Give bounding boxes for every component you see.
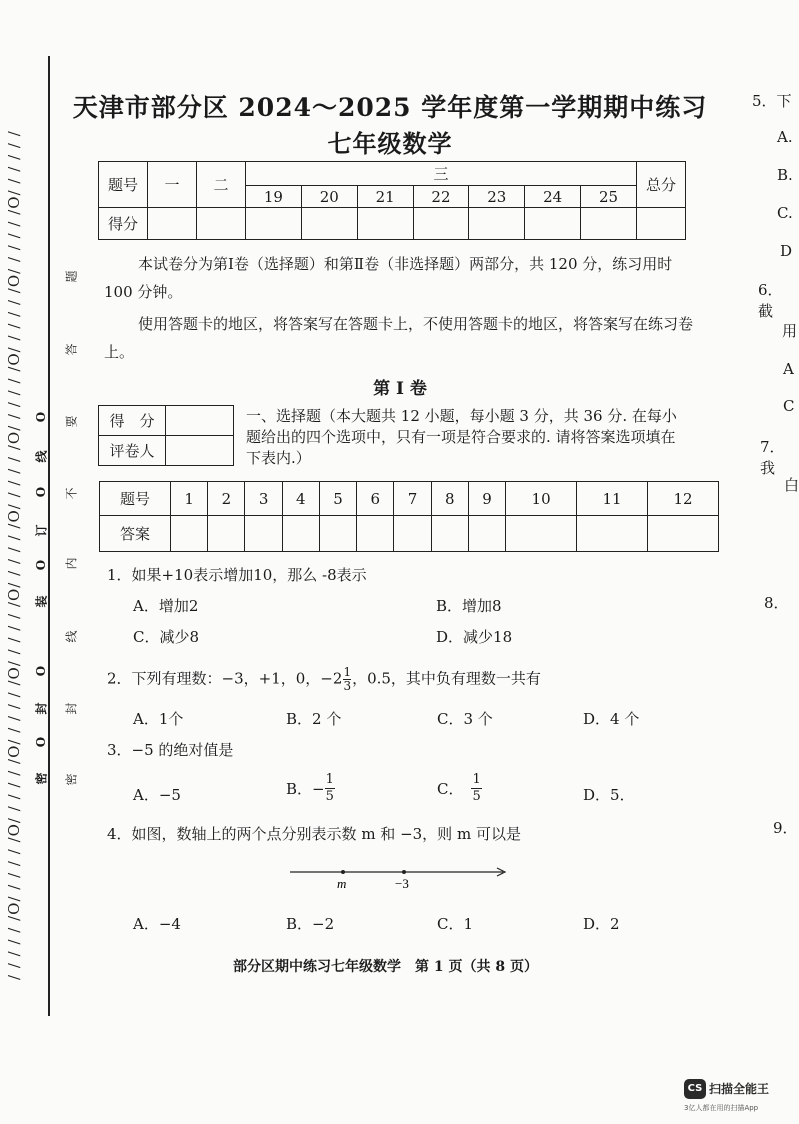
score-cell[interactable] (525, 208, 581, 240)
answer-table-header: 题号 (100, 482, 171, 516)
grader-label: 评卷人 (99, 436, 166, 466)
grader-cell[interactable] (166, 406, 234, 436)
answer-table-num: 11 (577, 482, 648, 516)
fraction-denominator: 3 (343, 679, 352, 693)
option-b: B．−2 (286, 915, 335, 933)
next-page-fragment: D (780, 242, 793, 260)
score-cell[interactable] (637, 208, 686, 240)
score-table-section: 一 (148, 162, 197, 208)
number-line-point-m (341, 870, 345, 874)
answer-table-num: 8 (431, 482, 468, 516)
option-c: C．3 个 (437, 710, 493, 728)
question-stem: 4．如图，数轴上的两个点分别表示数 m 和 −3，则 m 可以是 (107, 825, 521, 843)
next-page-fragment: A (783, 360, 794, 378)
answer-cell[interactable] (282, 516, 319, 552)
option-a: A．增加2 (133, 597, 199, 615)
intro-paragraph: 本试卷分为第Ⅰ卷（选择题）和第Ⅱ卷（非选择题）两部分，共 120 分，练习用时 100 分钟。 (104, 255, 673, 301)
fraction (471, 772, 481, 805)
grader-cell[interactable] (166, 436, 234, 466)
number-line-figure (285, 860, 515, 896)
answer-table-num: 4 (282, 482, 319, 516)
next-page-fragment: 8． (764, 594, 789, 612)
next-page-fragment: C. (777, 204, 793, 222)
answer-table (99, 481, 719, 552)
answer-cell[interactable] (357, 516, 394, 552)
option-d: D．5． (583, 786, 635, 804)
fraction (343, 666, 351, 693)
answer-cell[interactable] (208, 516, 245, 552)
answer-table-num: 10 (506, 482, 577, 516)
score-cell[interactable] (357, 208, 413, 240)
page-title: 天津市部分区 2024～2025 学年度第一学期期中练习 (72, 93, 708, 122)
answer-cell[interactable] (647, 516, 718, 552)
score-table-num: 21 (357, 186, 413, 208)
answer-table-num: 5 (319, 482, 356, 516)
scanner-app-name: 扫描全能王 (709, 1082, 770, 1096)
binding-char: 线 (34, 450, 49, 463)
question-stem-part: 2．下列有理数：−3，+1，0，−2 (107, 669, 343, 688)
binding-char: O (34, 486, 48, 498)
binding-note-char: 不 (64, 487, 79, 500)
answer-cell[interactable] (468, 516, 505, 552)
answer-cell[interactable] (431, 516, 468, 552)
score-table-header: 得分 (99, 208, 148, 240)
grader-box (98, 405, 234, 466)
binding-dash-line: / / / / / /O/ / / / / /O/ / / / / /O/ / / / / /O/ / / / / /O/ / / / / /O/ / / / / /O/ / / / / /O/ / / / / /O/ / / / / /O/ / / / / / (5, 130, 23, 980)
fraction-numerator: 1 (325, 772, 334, 787)
answer-table-num: 2 (208, 482, 245, 516)
score-table-section: 二 (197, 162, 246, 208)
binding-note-char: 答 (64, 343, 79, 356)
next-page-fragment: 9． (773, 819, 798, 837)
option-c: C．减少8 (133, 628, 200, 646)
option-b (286, 772, 335, 805)
binding-char: 订 (34, 524, 49, 537)
option-label: B．− (286, 780, 325, 798)
option-a: A．1个 (133, 710, 184, 728)
binding-char: O (34, 736, 48, 748)
grader-label: 得 分 (99, 406, 166, 436)
score-cell[interactable] (246, 208, 302, 240)
score-cell[interactable] (197, 208, 246, 240)
score-cell[interactable] (413, 208, 469, 240)
fraction-denominator: 5 (325, 789, 334, 804)
scanner-logo-icon: CS (684, 1079, 706, 1099)
question-stem: 3．−5 的绝对值是 (107, 741, 234, 759)
option-d: D．减少18 (436, 628, 513, 646)
next-page-fragment: 用 (782, 322, 798, 340)
fraction-numerator: 1 (343, 665, 352, 679)
option-b: B．2 个 (286, 710, 342, 728)
score-table-num: 22 (413, 186, 469, 208)
answer-table-num: 7 (394, 482, 431, 516)
score-table-num: 24 (525, 186, 581, 208)
binding-char: O (34, 411, 48, 423)
score-table-header: 题号 (99, 162, 148, 208)
next-page-fragment: C (783, 397, 795, 415)
answer-table-num: 12 (647, 482, 718, 516)
answer-table-num: 9 (468, 482, 505, 516)
option-c (437, 772, 482, 805)
option-d: D．2 (583, 915, 620, 933)
page-footer: 部分区期中练习七年级数学 第 1 页（共 8 页） (233, 959, 538, 975)
score-table-section: 三 (246, 162, 637, 186)
binding-char: 密 (34, 772, 49, 785)
number-line-label-m: m (337, 876, 347, 891)
binding-char: O (34, 559, 48, 571)
answer-cell[interactable] (577, 516, 648, 552)
binding-char: O (34, 665, 48, 677)
option-b: B．增加8 (436, 597, 502, 615)
score-table-num: 25 (581, 186, 637, 208)
option-a: A．−4 (133, 915, 181, 933)
score-table-num: 19 (246, 186, 302, 208)
answer-table-num: 6 (357, 482, 394, 516)
next-page-fragment: 白 (784, 476, 799, 494)
number-line-point-neg3 (402, 870, 406, 874)
next-page-fragment: 5．下 (752, 92, 792, 110)
binding-note-char: 线 (64, 630, 79, 643)
score-cell[interactable] (581, 208, 637, 240)
question-stem: 1．如果+10表示增加10，那么 -8表示 (107, 566, 367, 584)
score-table (98, 161, 686, 240)
answer-cell[interactable] (394, 516, 431, 552)
answer-cell[interactable] (319, 516, 356, 552)
fraction-numerator: 1 (472, 772, 481, 787)
binding-note-char: 密 (64, 773, 79, 786)
scanner-tagline: 3亿人都在用的扫描App (684, 1104, 759, 1112)
next-page-fragment: A. (777, 128, 793, 146)
option-label: C． (437, 780, 464, 798)
fraction-denominator: 5 (472, 789, 481, 804)
next-page-fragment: 7．我 (760, 438, 785, 477)
binding-note-char: 内 (64, 557, 79, 570)
score-table-total: 总分 (637, 162, 686, 208)
page-subtitle: 七年级数学 (327, 129, 453, 158)
number-line-label-neg3: −3 (395, 876, 409, 891)
fraction (325, 772, 335, 805)
binding-note-char: 要 (64, 415, 79, 428)
binding-char: 装 (34, 595, 49, 608)
binding-note-char: 题 (64, 270, 79, 283)
section-instructions: 一、选择题（本大题共 12 小题，每小题 3 分，共 36 分. 在每小题给出的四个选项中，只有一项是符合要求的. 请将答案选项填在下表内.） (246, 407, 677, 467)
score-cell[interactable] (148, 208, 197, 240)
answer-cell[interactable] (171, 516, 208, 552)
answer-cell[interactable] (506, 516, 577, 552)
next-page-fragment: 6．截 (758, 281, 783, 320)
binding-char: 封 (34, 702, 49, 715)
option-c: C．1 (437, 915, 474, 933)
intro-paragraph: 使用答题卡的地区，将答案写在答题卡上，不使用答题卡的地区，将答案写在练习卷上。 (104, 315, 694, 361)
next-page-fragment: B. (777, 166, 793, 184)
binding-note-char: 封 (64, 702, 79, 715)
part-heading: 第 Ⅰ 卷 (373, 379, 427, 399)
score-cell[interactable] (469, 208, 525, 240)
answer-cell[interactable] (245, 516, 282, 552)
score-cell[interactable] (301, 208, 357, 240)
score-table-num: 23 (469, 186, 525, 208)
score-table-num: 20 (301, 186, 357, 208)
question-stem (107, 666, 541, 693)
option-a: A．−5 (133, 786, 181, 804)
option-d: D．4 个 (583, 710, 640, 728)
question-stem-part: ，0.5，其中负有理数一共有 (352, 669, 541, 688)
answer-table-num: 3 (245, 482, 282, 516)
answer-table-num: 1 (171, 482, 208, 516)
answer-table-header: 答案 (100, 516, 171, 552)
